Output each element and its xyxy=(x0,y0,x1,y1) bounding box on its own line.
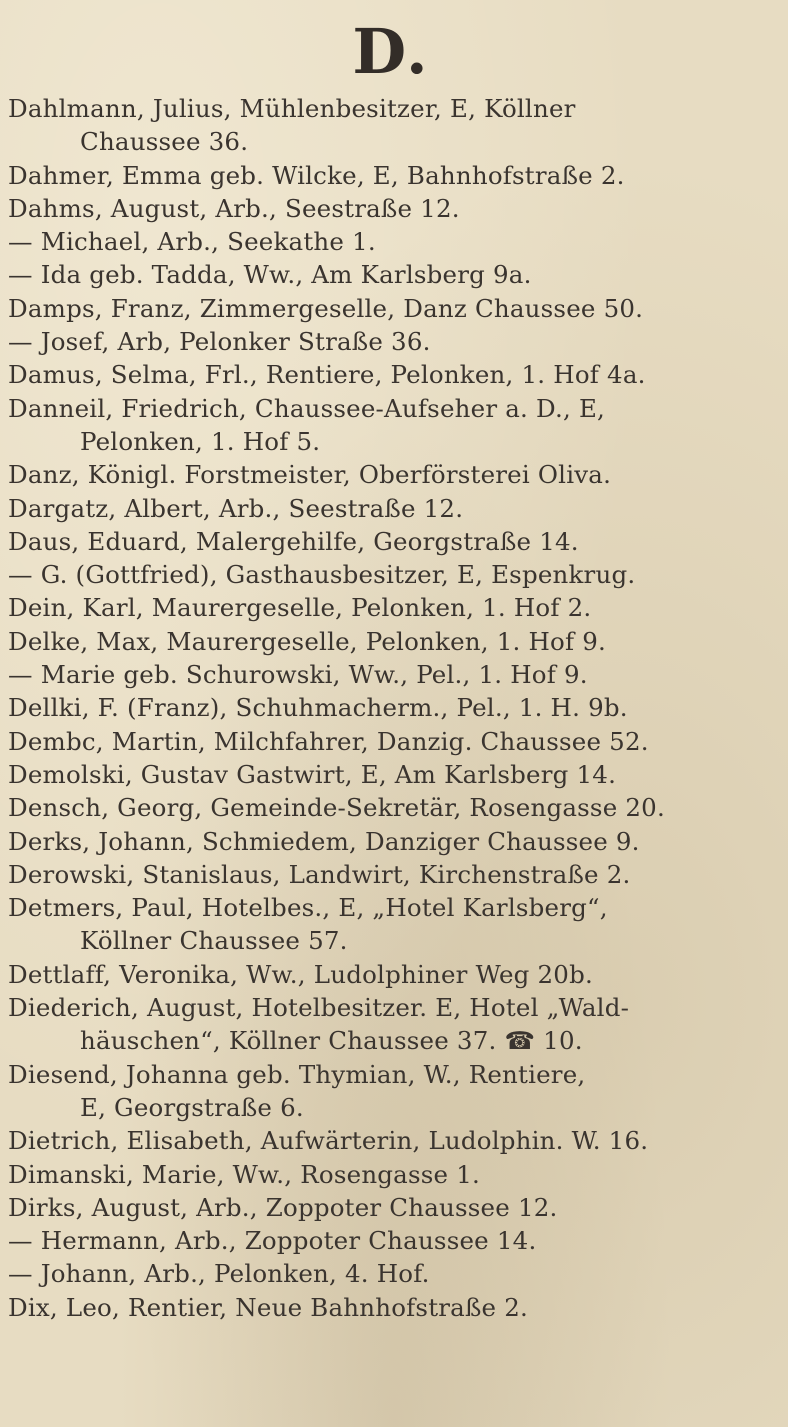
directory-entry xyxy=(8,192,774,225)
directory-entry xyxy=(8,492,774,525)
entry-line: Dettlaff, Veronika, Ww., Ludolphiner Weg 20b. xyxy=(8,959,593,989)
directory-entry xyxy=(8,292,774,325)
entry-line: — Michael, Arb., Seekathe 1. xyxy=(8,227,376,257)
directory-entry xyxy=(8,858,774,891)
entry-line: Demolski, Gustav Gastwirt, E, Am Karlsberg 14. xyxy=(8,759,617,789)
entry-line: Densch, Georg, Gemeinde-Sekretär, Rosengasse 20. xyxy=(8,793,665,823)
directory-entry xyxy=(8,1224,774,1257)
entry-line: — Johann, Arb., Pelonken, 4. Hof. xyxy=(8,1259,430,1289)
entry-line: Diesend, Johanna geb. Thymian, W., Rentiere, xyxy=(8,1059,586,1089)
directory-entry xyxy=(8,225,774,258)
directory-entry xyxy=(8,1191,774,1224)
directory-entry xyxy=(8,1124,774,1157)
entry-line: Dahlmann, Julius, Mühlenbesitzer, E, Köllner xyxy=(8,94,576,123)
entry-line: Detmers, Paul, Hotelbes., E, „Hotel Karlsberg“, xyxy=(8,893,608,923)
directory-entry xyxy=(8,825,774,858)
entry-line: Diederich, August, Hotelbesitzer. E, Hotel „Wald- xyxy=(8,993,630,1023)
directory-entry xyxy=(8,691,774,724)
directory-entry xyxy=(8,525,774,558)
directory-entry xyxy=(8,159,774,192)
directory-entry xyxy=(8,791,774,824)
directory-entry xyxy=(8,625,774,658)
entry-line: Danz, Königl. Forstmeister, Oberförsterei Oliva. xyxy=(8,460,612,490)
entry-continuation-line: Chaussee 36. xyxy=(80,127,249,157)
entry-line: Daus, Eduard, Malergehilfe, Georgstraße 14. xyxy=(8,526,579,556)
entry-line: Damps, Franz, Zimmergeselle, Danz Chaussee 50. xyxy=(8,293,644,323)
directory-entry xyxy=(8,258,774,291)
entry-line: — G. (Gottfried), Gasthausbesitzer, E, Espenkrug. xyxy=(8,560,636,590)
directory-entry xyxy=(8,891,774,958)
entry-line: Delke, Max, Maurergeselle, Pelonken, 1. Hof 9. xyxy=(8,626,607,656)
directory-entry xyxy=(8,658,774,691)
directory-entry xyxy=(8,1058,774,1125)
directory-entries xyxy=(8,92,774,1324)
entry-line: Dahmer, Emma geb. Wilcke, E, Bahnhofstraße 2. xyxy=(8,160,625,190)
entry-line: Danneil, Friedrich, Chaussee-Aufseher a. D., E, xyxy=(8,393,606,423)
entry-line: — Ida geb. Tadda, Ww., Am Karlsberg 9a. xyxy=(8,260,532,290)
entry-line: Dembc, Martin, Milchfahrer, Danzig. Chaussee 52. xyxy=(8,726,649,756)
entry-line: Dirks, August, Arb., Zoppoter Chaussee 12. xyxy=(8,1192,558,1222)
entry-continuation-line: häuschen“, Köllner Chaussee 37. ☎ 10. xyxy=(80,1026,583,1056)
entry-line: — Marie geb. Schurowski, Ww., Pel., 1. Hof 9. xyxy=(8,660,588,690)
directory-entry xyxy=(8,991,774,1058)
directory-entry xyxy=(8,958,774,991)
directory-entry xyxy=(8,325,774,358)
entry-continuation-line: E, Georgstraße 6. xyxy=(80,1092,304,1122)
entry-continuation-line: Köllner Chaussee 57. xyxy=(80,926,348,956)
directory-entry xyxy=(8,725,774,758)
entry-line: Dellki, F. (Franz), Schuhmacherm., Pel., 1. H. 9b. xyxy=(8,693,628,723)
directory-entry xyxy=(8,758,774,791)
directory-entry xyxy=(8,1291,774,1324)
entry-line: — Josef, Arb, Pelonker Straße 36. xyxy=(8,327,431,357)
directory-entry xyxy=(8,1158,774,1191)
directory-entry xyxy=(8,358,774,391)
directory-entry xyxy=(8,591,774,624)
entry-line: Dahms, August, Arb., Seestraße 12. xyxy=(8,193,460,223)
directory-entry xyxy=(8,392,774,459)
directory-entry xyxy=(8,558,774,591)
entry-continuation-line: Pelonken, 1. Hof 5. xyxy=(80,426,321,456)
entry-line: Derowski, Stanislaus, Landwirt, Kirchenstraße 2. xyxy=(8,859,631,889)
entry-line: Derks, Johann, Schmiedem, Danziger Chaussee 9. xyxy=(8,826,640,856)
entry-line: Dimanski, Marie, Ww., Rosengasse 1. xyxy=(8,1159,480,1189)
directory-entry xyxy=(8,458,774,491)
entry-line: — Hermann, Arb., Zoppoter Chaussee 14. xyxy=(8,1226,537,1256)
entry-line: Dietrich, Elisabeth, Aufwärterin, Ludolphin. W. 16. xyxy=(8,1126,649,1156)
entry-line: Dein, Karl, Maurergeselle, Pelonken, 1. Hof 2. xyxy=(8,593,592,623)
directory-entry xyxy=(8,92,774,159)
entry-line: Dargatz, Albert, Arb., Seestraße 12. xyxy=(8,493,464,523)
entry-line: Damus, Selma, Frl., Rentiere, Pelonken, 1. Hof 4a. xyxy=(8,360,646,390)
entry-line: Dix, Leo, Rentier, Neue Bahnhofstraße 2. xyxy=(8,1292,528,1322)
section-letter-heading: D. xyxy=(352,15,430,88)
directory-entry xyxy=(8,1257,774,1290)
